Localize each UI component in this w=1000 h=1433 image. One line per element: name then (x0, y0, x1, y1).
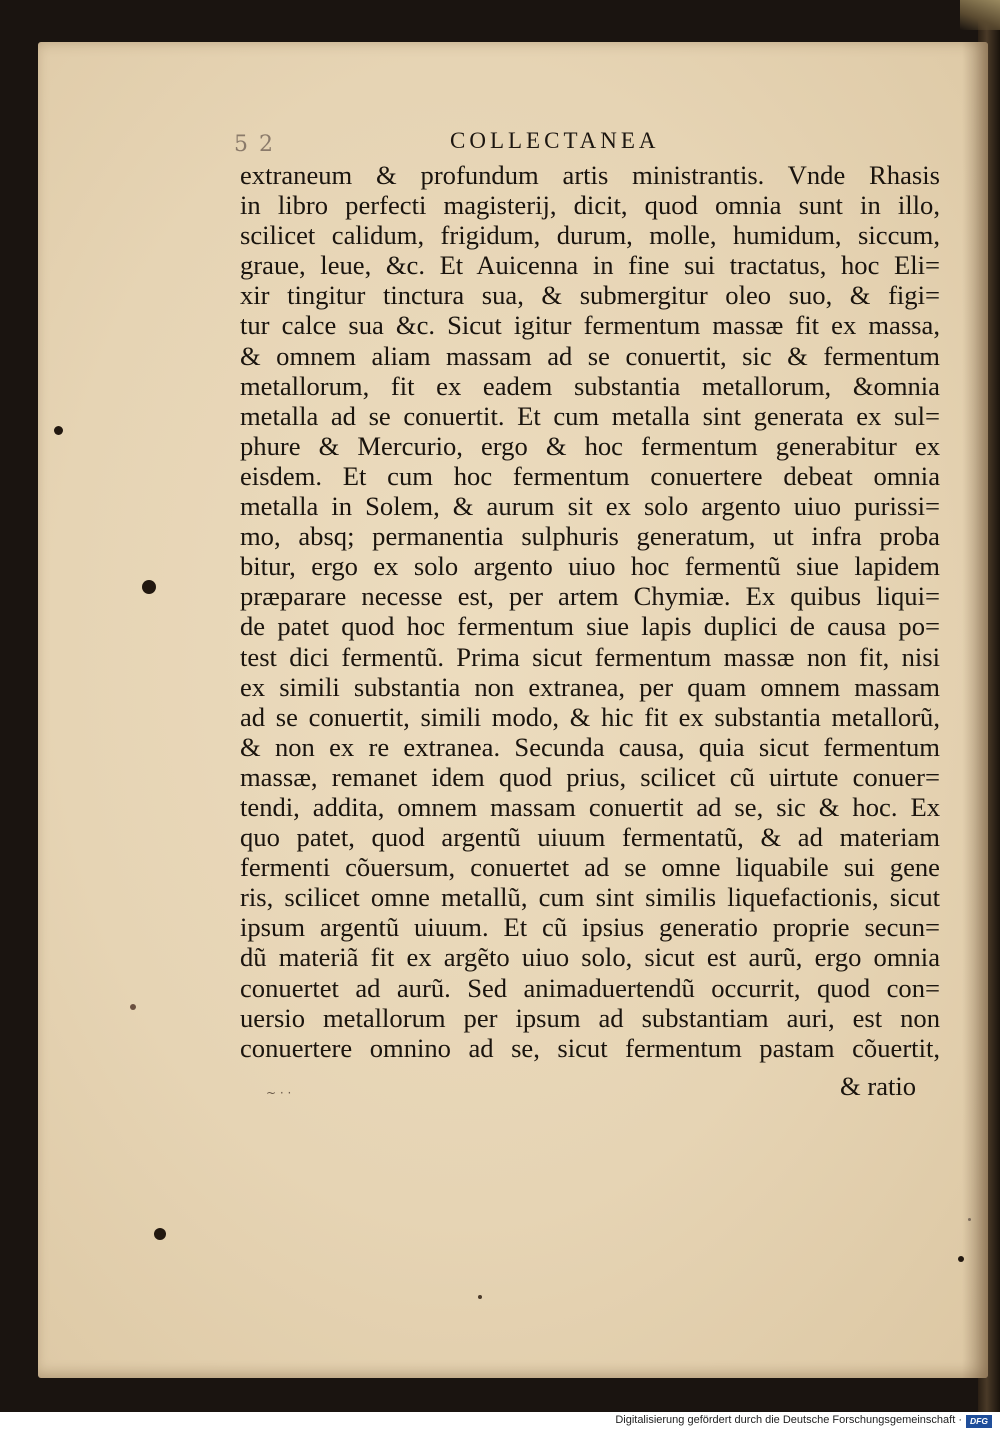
text-line: ad se conuertit, simili modo, & hic fit ex substantia metallorũ, (240, 701, 940, 732)
text-line: conuertet ad aurũ. Sed animaduertendũ occurrit, quod con= (240, 972, 940, 1003)
page-gutter-shadow (962, 42, 988, 1378)
book-page (38, 42, 988, 1378)
text-line: præparare necesse est, per artem Chymiæ. Ex quibus liqui= (240, 581, 940, 612)
ink-blot (142, 580, 156, 594)
text-line: metalla in Solem, & aurum sit ex solo argento uiuo purissi= (240, 491, 940, 522)
ink-blot (478, 1295, 482, 1299)
text-line: extraneum & profundum artis ministrantis. Vnde Rhasis (240, 160, 940, 190)
text-line: test dici fermentũ. Prima sicut fermentum massæ non fit, nisi (240, 641, 940, 672)
text-line: metallorum, fit ex eadem substantia metallorum, &omnia (240, 370, 940, 401)
text-line: tendi, addita, omnem massam conuertit ad se, sic & hoc. Ex (240, 791, 940, 822)
body-text (240, 160, 940, 1063)
running-head: COLLECTANEA (450, 128, 660, 153)
dfg-logo-icon: DFG (966, 1415, 992, 1428)
footer-bar (0, 1412, 1000, 1433)
text-line: quo patet, quod argentũ uiuum fermentatũ, & ad materiam (240, 822, 940, 853)
binding-corner (960, 0, 1000, 30)
text-line: mo, absq; permanentia sulphuris generatum, ut infra proba (240, 521, 940, 552)
text-line: phure & Mercurio, ergo & hoc fermentum generabitur ex (240, 430, 940, 461)
text-line: de patet quod hoc fermentum siue lapis duplici de causa po= (240, 611, 940, 642)
ink-blot (130, 1004, 136, 1010)
text-line: massæ, remanet idem quod prius, scilicet cũ uirtute conuer= (240, 761, 940, 792)
ink-blot (154, 1228, 166, 1240)
text-line: & omnem aliam massam ad se conuertit, sic & fermentum (240, 340, 940, 371)
text-line: scilicet calidum, frigidum, durum, molle, humidum, siccum, (240, 220, 940, 251)
text-line: bitur, ergo ex solo argento uiuo hoc fermentũ siue lapidem (240, 551, 940, 582)
text-line: ipsum argentũ uiuum. Et cũ ipsius generatio proprie secun= (240, 912, 940, 943)
text-line: eisdem. Et cum hoc fermentum conuertere debeat omnia (240, 460, 940, 491)
text-line: dũ materiã fit ex argẽto uiuo solo, sicut est aurũ, ergo omnia (240, 942, 940, 973)
catchword: & ratio (840, 1071, 917, 1101)
text-line: metalla ad se conuertit. Et cum metalla sint generata ex sul= (240, 400, 940, 431)
page-number: 5 2 (234, 132, 275, 157)
text-line: uersio metallorum per ipsum ad substantiam auri, est non (240, 1002, 940, 1033)
ink-blot (54, 426, 63, 435)
text-line: ris, scilicet omne metallũ, cum sint similis liquefactionis, sicut (240, 882, 940, 913)
text-line: & non ex re extranea. Secunda causa, quia sicut fermentum (240, 731, 940, 762)
text-line: in libro perfecti magisterij, dicit, quod omnia sunt in illo, (240, 190, 940, 221)
ink-blot (968, 1218, 971, 1221)
text-line: graue, leue, &c. Et Auicenna in fine sui tractatus, hoc Eli= (240, 250, 940, 281)
text-line: fermenti cõuersum, conuertet ad se omne liquabile sui gene (240, 852, 940, 883)
text-line: xir tingitur tinctura sua, & submergitur oleo suo, & figi= (240, 280, 940, 311)
funding-credit: Digitalisierung gefördert durch die Deutsche Forschungsgemeinschaft · (615, 1414, 962, 1426)
text-line: ex simili substantia non extranea, per quam omnem massam (240, 671, 940, 702)
ink-blot (958, 1256, 964, 1262)
ink-smudge-text: ~ · · (266, 1086, 292, 1100)
text-line: tur calce sua &c. Sicut igitur fermentum massæ fit ex massa, (240, 310, 940, 341)
text-line: conuertere omnino ad se, sicut fermentum pastam cõuertit, (240, 1032, 940, 1063)
